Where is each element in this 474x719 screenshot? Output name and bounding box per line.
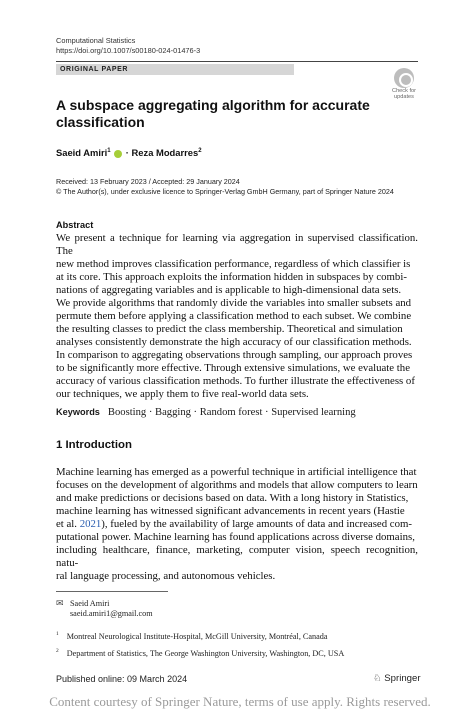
affiliation-2 <box>56 646 344 659</box>
affil-2-text: Department of Statistics, The George Washington University, Washington, DC, USA <box>66 648 345 658</box>
author-separator: · <box>123 147 132 158</box>
check-updates-line2: updates <box>394 94 414 101</box>
published-online: Published online: 09 March 2024 <box>56 674 188 684</box>
contact-name: Saeid Amiri <box>70 599 110 608</box>
received-accepted: Received: 13 February 2023 / Accepted: 29 January 2024 <box>56 177 240 186</box>
contact-email[interactable]: saeid.amiri1@gmail.com <box>70 609 153 618</box>
intro-line-with-citation: et al. 2021), fueled by the availability of large amounts of data and increased com- <box>56 518 412 530</box>
header-rule <box>56 61 418 62</box>
intro-line: Machine learning has emerged as a powerful technique in artificial intelligence that <box>56 466 417 478</box>
keywords-text: Boosting · Bagging · Random forest · Supervised learning <box>107 407 356 418</box>
author-1[interactable]: Saeid Amiri <box>56 147 108 158</box>
orcid-icon[interactable] <box>114 150 122 158</box>
section-heading-introduction: 1 Introduction <box>56 439 132 451</box>
intro-line: focuses on the development of algorithms and models that allow computers to learn <box>56 479 418 491</box>
abstract-body <box>56 232 418 401</box>
envelope-icon: ✉ <box>56 598 64 608</box>
paper-type-banner: ORIGINAL PAPER <box>56 64 294 75</box>
courtesy-notice: Content courtesy of Springer Nature, terms of use apply. Rights reserved. <box>49 694 431 709</box>
abstract-line: In comparison to aggregating observations through sampling, our approach proves <box>56 349 413 361</box>
contact-block <box>70 599 153 619</box>
journal-name: Computational Statistics <box>56 36 136 45</box>
keywords <box>56 402 418 420</box>
abstract-line: We present a technique for learning via aggregation in supervised classification. The <box>56 232 418 257</box>
abstract-line: to be significantly more effective. Through extensive simulations, we evaluate the <box>56 362 410 374</box>
intro-line: machine learning has witnessed significant advancements in recent years (Hastie <box>56 505 405 517</box>
abstract-line: the resulting classes to predict the class membership. Theoretical and simulation <box>56 323 403 335</box>
check-updates-line1: Check for <box>392 88 416 94</box>
doi-link[interactable]: https://doi.org/10.1007/s00180-024-01476-3 <box>56 46 201 55</box>
intro-line: and make predictions or decisions based on data. With a long history in Statistics, <box>56 492 409 504</box>
abstract-line: our techniques, we apply them to five real-world data sets. <box>56 388 309 400</box>
author-list <box>56 147 202 158</box>
copyright-line: © The Author(s), under exclusive licence to Springer-Verlag GmbH Germany, part of Springer Nature 2024 <box>56 187 394 196</box>
intro-line: including healthcare, finance, marketing, computer vision, speech recognition, natu- <box>56 544 418 569</box>
abstract-line: We provide algorithms that randomly divide the variables into smaller subsets and <box>56 297 412 309</box>
author-2[interactable]: Reza Modarres <box>131 147 199 158</box>
footnote-rule <box>56 591 168 592</box>
springer-logo <box>373 673 421 684</box>
keywords-label: Keywords <box>56 407 100 417</box>
abstract-line: at its core. This approach exploits the information hidden in subspaces by combi- <box>56 271 407 283</box>
abstract-line: new method improves classification performance, regardless of which classifier is <box>56 258 411 270</box>
springer-horse-icon: ♘ <box>373 673 382 684</box>
affil-1-num: 1 <box>56 631 59 637</box>
author-2-affil: 2 <box>198 147 202 154</box>
affiliation-1 <box>56 629 327 642</box>
abstract-line: analyses consistently demonstrate the high accuracy of our classification methods. <box>56 336 412 348</box>
abstract-line: accuracy of various classification methods. To further illustrate the effectiveness of <box>56 375 415 387</box>
check-for-updates-badge[interactable] <box>387 68 421 100</box>
intro-line: putational power. Machine learning has found applications across diverse domains, <box>56 531 415 543</box>
intro-line: ral language processing, and autonomous vehicles. <box>56 570 276 582</box>
abstract-line: nations of aggregating variables and is applicable to high-dimensional data sets. <box>56 284 402 296</box>
introduction-body <box>56 466 418 583</box>
abstract-line: permute them before applying a classification method to each subset. We combine <box>56 310 412 322</box>
paper-title <box>56 97 386 131</box>
title-line-2: classification <box>56 114 145 130</box>
article-dates <box>56 177 436 197</box>
affil-1-text: Montreal Neurological Institute-Hospital, McGill University, Montréal, Canada <box>66 631 328 641</box>
check-updates-icon <box>394 68 414 88</box>
author-1-affil: 1 <box>107 147 111 154</box>
affil-2-num: 2 <box>56 648 59 654</box>
publisher-name: Springer <box>384 673 421 684</box>
citation-link[interactable]: 2021 <box>79 518 102 530</box>
abstract-heading: Abstract <box>56 220 94 230</box>
title-line-1: A subspace aggregating algorithm for accurate <box>56 97 370 113</box>
